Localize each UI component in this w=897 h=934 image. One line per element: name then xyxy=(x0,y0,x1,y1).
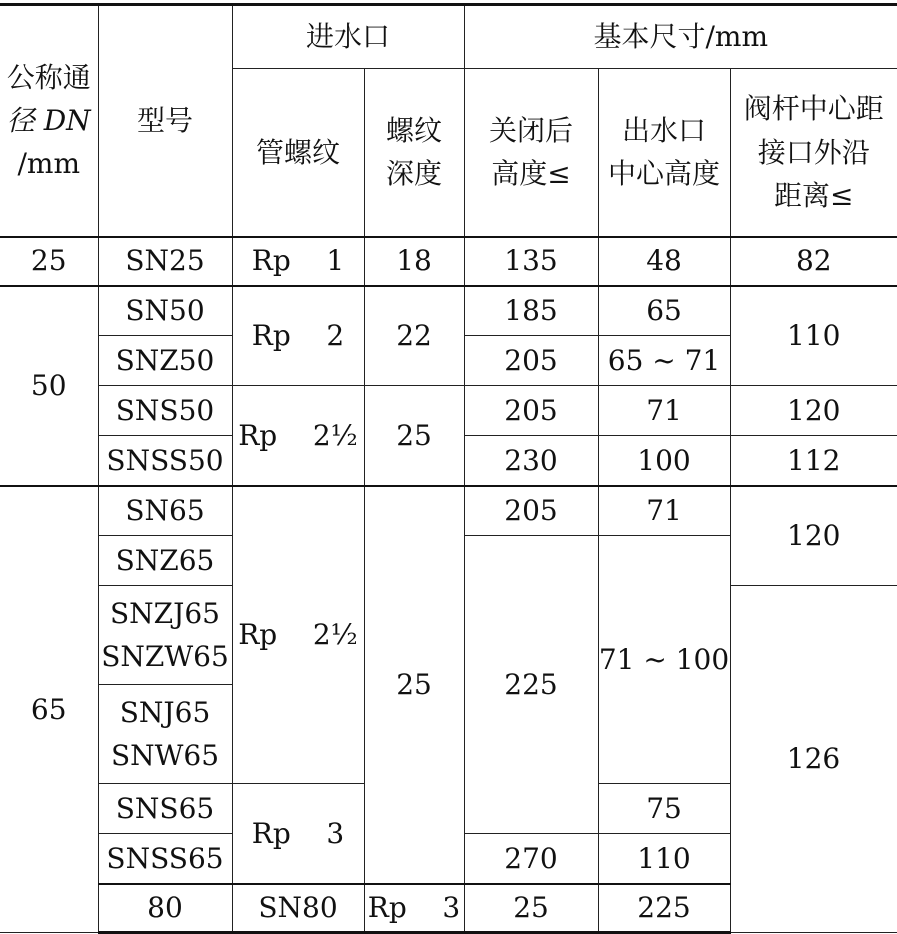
cell-thread: Rp 2 xyxy=(232,286,364,386)
header-stem-distance-line3: 距离≤ xyxy=(774,178,854,212)
cell-model-line1: SNZJ65 xyxy=(110,596,220,630)
cell-stem-distance: 112 xyxy=(730,436,897,486)
header-dn-line3: /mm xyxy=(17,147,81,181)
cell-stem-distance: 110 xyxy=(730,286,897,386)
header-stem-distance-line2: 接口外沿 xyxy=(757,135,870,169)
cell-depth: 18 xyxy=(364,237,464,286)
cell-thread: Rp 1 xyxy=(232,237,364,286)
header-model: 型号 xyxy=(98,5,232,237)
cell-model: SN50 xyxy=(98,286,232,336)
cell-depth: 25 xyxy=(364,486,464,884)
header-thread-depth xyxy=(364,69,464,237)
table-row xyxy=(0,486,897,536)
cell-model xyxy=(98,685,232,784)
cell-closed-height: 135 xyxy=(464,237,598,286)
cell-closed-height: 205 xyxy=(464,336,598,386)
cell-closed-height: 205 xyxy=(464,386,598,436)
cell-model: SN65 xyxy=(98,486,232,536)
cell-depth: 22 xyxy=(364,286,464,386)
header-stem-distance-line1: 阀杆中心距 xyxy=(743,92,884,126)
cell-model: SNSS50 xyxy=(98,436,232,486)
cell-model xyxy=(98,586,232,685)
cell-model-line2: SNZW65 xyxy=(101,640,229,673)
cell-outlet-height: 65 xyxy=(598,286,730,336)
table-row xyxy=(0,386,897,436)
header-stem-distance xyxy=(730,69,897,237)
header-basic-dims: 基本尺寸/mm xyxy=(464,5,897,69)
cell-outlet-height: 65 ~ 71 xyxy=(598,336,730,386)
spec-table xyxy=(0,3,897,934)
header-dn-line2: 径 DN xyxy=(6,104,91,138)
cell-model-line1: SNJ65 xyxy=(119,695,211,729)
table-row xyxy=(0,237,897,286)
header-dn xyxy=(0,5,98,237)
header-inlet: 进水口 xyxy=(232,5,464,69)
cell-model: SNS50 xyxy=(98,386,232,436)
cell-outlet-height: 71 xyxy=(598,386,730,436)
cell-stem-distance: 82 xyxy=(730,237,897,286)
cell-model: SNZ65 xyxy=(98,536,232,586)
cell-outlet-height: 71 ~ 100 xyxy=(598,536,730,784)
cell-thread: Rp 3 xyxy=(364,884,464,933)
cell-dn: 25 xyxy=(0,237,98,286)
cell-model-line2: SNW65 xyxy=(110,739,220,772)
cell-depth: 25 xyxy=(464,884,598,933)
cell-depth: 25 xyxy=(364,386,464,486)
cell-closed-height: 225 xyxy=(464,536,598,834)
cell-outlet-height: 48 xyxy=(598,237,730,286)
header-outlet-height-line2: 中心高度 xyxy=(608,157,721,191)
cell-closed-height: 270 xyxy=(464,834,598,884)
cell-closed-height: 225 xyxy=(598,884,730,933)
cell-outlet-height: 71 xyxy=(598,486,730,536)
cell-closed-height: 205 xyxy=(464,486,598,536)
header-thread-depth-line1: 螺纹 xyxy=(386,113,443,147)
cell-model: SN25 xyxy=(98,237,232,286)
header-closed-height-line1: 关闭后 xyxy=(489,113,574,147)
header-outlet-height-line1: 出水口 xyxy=(622,113,707,147)
cell-closed-height: 185 xyxy=(464,286,598,336)
cell-stem-distance: 120 xyxy=(730,386,897,436)
cell-stem-distance: 126 xyxy=(730,586,897,933)
cell-closed-height: 230 xyxy=(464,436,598,486)
cell-model: SNS65 xyxy=(98,784,232,834)
table-row xyxy=(0,286,897,336)
cell-outlet-height: 75 xyxy=(598,784,730,834)
header-dn-line1: 公称通 xyxy=(6,60,91,94)
cell-thread: Rp 3 xyxy=(232,784,364,884)
cell-stem-distance: 120 xyxy=(730,486,897,586)
cell-outlet-height: 100 xyxy=(598,436,730,486)
header-outlet-height xyxy=(598,69,730,237)
cell-model: SN80 xyxy=(232,884,364,933)
header-pipe-thread: 管螺纹 xyxy=(232,69,364,237)
cell-thread: Rp 2½ xyxy=(232,486,364,784)
cell-dn: 50 xyxy=(0,286,98,486)
cell-outlet-height: 110 xyxy=(598,834,730,884)
cell-thread: Rp 2½ xyxy=(232,386,364,486)
cell-model: SNZ50 xyxy=(98,336,232,386)
cell-dn: 65 xyxy=(0,486,98,933)
header-closed-height-line2: 高度≤ xyxy=(491,157,571,191)
header-thread-depth-line2: 深度 xyxy=(386,157,443,191)
cell-model: SNSS65 xyxy=(98,834,232,884)
header-closed-height xyxy=(464,69,598,237)
cell-dn: 80 xyxy=(98,884,232,933)
